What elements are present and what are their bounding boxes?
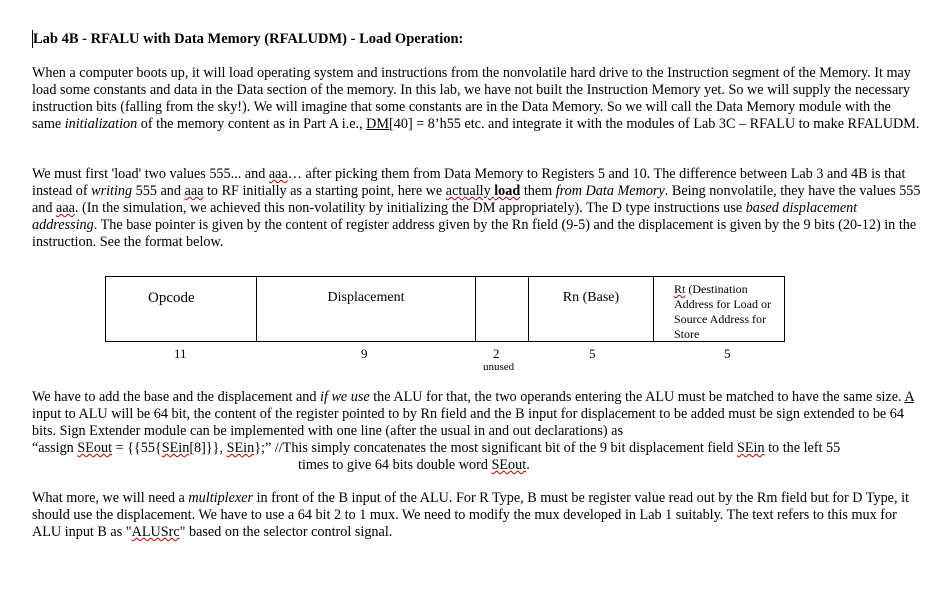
- rn-bits: 5: [589, 346, 596, 361]
- unused-label: unused: [483, 361, 515, 373]
- instruction-format-table: [105, 276, 785, 342]
- opcode-field: Opcode: [106, 277, 257, 342]
- bit-widths-row: [0, 346, 944, 376]
- rt-bits: 5: [724, 346, 731, 361]
- displacement-field: Displacement: [257, 277, 476, 342]
- paragraph-intro: When a computer boots up, it will load operating system and instructions from the nonvolatile hard drive to the Instruction segment of the Memory. It may load some constants and data in the Data section of the memory. In this lab, we have not built the Instruction Memory yet. So we will supply the necessary instruction bits (falling from the sky!). We will imagine that some constants are in the Data Memory. So we will call the Data Memory module with the same initialization of the memory content as in Part A i.e., DM[40] = 8’h55 etc. and integrate it with the modules of Lab 3C – RFALU to make RFALUDM.: [32, 65, 920, 132]
- unused-field: [476, 277, 529, 342]
- paragraph-multiplexer: What more, we will need a multiplexer in front of the B input of the ALU. For R Type, B must be register value read out by the Rm field but for D Type, it should use the displacement. We have to use a 64 bit 2 to 1 mux. We need to modify the mux developed in Lab 1 suitably. The text refers to this mux for ALU input B as "ALUSrc" based on the selector control signal.: [32, 490, 909, 540]
- opcode-bits: 11: [174, 346, 187, 361]
- rn-field: Rn (Base): [529, 277, 654, 342]
- rt-field: Rt (Destination Address for Load or Source Address for Store: [654, 277, 785, 342]
- unused-bits: 2: [493, 346, 500, 361]
- paragraph-load: We must first 'load' two values 555... and aaa… after picking them from Data Memory to Registers 5 and 10. The difference between Lab 3 and 4B is that instead of writing 555 and aaa to RF initially as a starting point, here we actually load them from Data Memory. Being nonvolatile, they have the values 555 and aaa. (In the simulation, we achieved this non-volatility by initializing the DM appropriately). The D type instructions use based displacement addressing. The base pointer is given by the content of register address given by the Rn field (9-5) and the displacement is given by the 9 bits (20-12) in the instruction. See the format below.: [32, 166, 921, 250]
- paragraph-sign-extend: We have to add the base and the displacement and if we use the ALU for that, the two operands entering the ALU must be matched to have the same size. A input to ALU will be 64 bit, the content of the register pointed to by Rn field and the B input for displacement to be added must be sign extended to be 64 bits. Sign Extender module can be implemented with one line (after the usual in and out declarations) as “assign SEout = {{55{SEin[8]}}, SEin};” //This simply concatenates the most significant bit of the 9 bit displacement field SEin to the left 55 times to give 64 bits double word SEout.: [32, 389, 914, 473]
- document-title: Lab 4B - RFALU with Data Memory (RFALUDM) - Load Operation:: [32, 30, 922, 48]
- displacement-bits: 9: [361, 346, 368, 361]
